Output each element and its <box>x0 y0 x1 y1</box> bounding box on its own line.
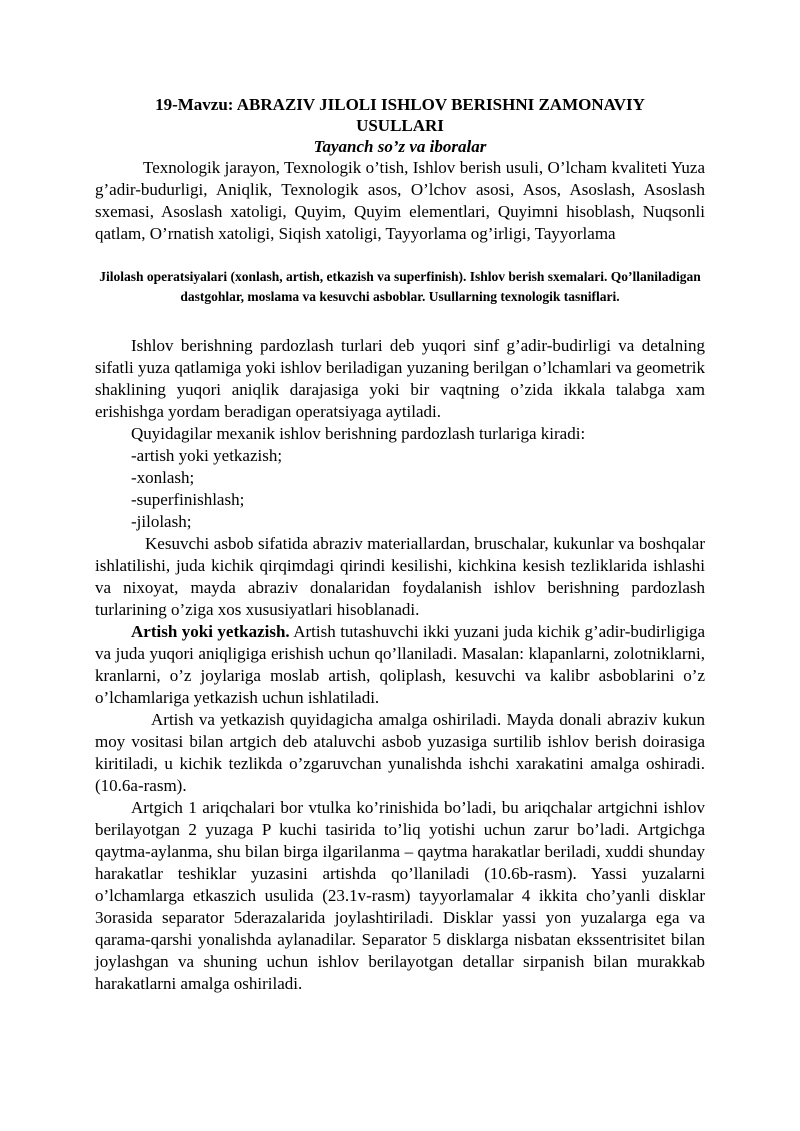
paragraph-list-intro: Quyidagilar mexanik ishlov berishning pardozlash turlariga kiradi: <box>131 424 586 443</box>
paragraph-artish-text: Artish tutashuvchi ikki yuzani juda kichik g’adir-budirligiga va juda yuqori aniqligiga erishish uchun qo’llaniladi. Masalan: klapanlarni, zolotniklarni, kranlarni, o’z joylariga moslab artish, qoliplash, kesuvchi va kalibr asboblarini o’z o’lchamlariga yetkazish uchun ishlatiladi. <box>95 622 705 707</box>
paragraph-artish-process: Artish va yetkazish quyidagicha amalga oshiriladi. Mayda donali abraziv kukun moy vositasi bilan artgich deb ataluvchi asbob yuzasiga surtilib ishlov berish doirasiga kiritiladi, u kichik tezlikda o’zgaruvchan yunalishda ishchi xarakatini amalga oshiradi. (10.6a-rasm). <box>95 710 705 795</box>
document-title-line-1: 19-Mavzu: ABRAZIV JILOLI ISHLOV BERISHNI ZAMONAVIY <box>155 95 645 114</box>
paragraph-artgich: Artgich 1 ariqchalari bor vtulka ko’rinishida bo’ladi, bu ariqchalar artgichni ishlov berilayotgan 2 yuzaga P kuchi tasirida to’liq yotishi uchun zarur bo’ladi. Artgichga qaytma-aylanma, shu bilan birga ilgarilanma – qaytma harakatlar beriladi, xuddi shunday harakatlar teshiklar yuzasini artishda qo’llaniladi (10.6b-rasm). Yassi yuzalarni o’lchamlarga etkaszich usulida (23.1v-rasm) tayyorlamalar 4 ikkita cho’yanli disklar 3orasida separator 5derazalarida joylashtiriladi. Disklar yassi yon yuzalarga ega va qarama-qarshi yonalishda aylanadilar. Separator 5 disklarga nisbatan ekssentrisitet bilan joylashgan va shuning uchun ishlov berilayotgan detallar sirpanish bilan murakkab harakatlarni amalga oshiriladi. <box>95 798 705 993</box>
paragraph-artish <box>95 621 705 709</box>
document-page <box>95 94 705 995</box>
list-item-xonlash: -xonlash; <box>131 468 195 487</box>
list-item-superfinishlash: -superfinishlash; <box>131 490 245 509</box>
body-text <box>95 335 705 995</box>
section-heading-artish: Artish yoki yetkazish. <box>131 622 290 641</box>
paragraph-cutting-tools: Kesuvchi asbob sifatida abraziv materiallardan, bruschalar, kukunlar va boshqalar ishlatilishi, juda kichik qirqimdagi qirindi kesilishi, kichkina kesish tezliklarida ishlashi va nixoyat, mayda abraziv donalaridan foydalanish ishlov berishning pardozlash turlarining o’ziga xos xususiyatlari hisoblanadi. <box>95 534 705 619</box>
paragraph-intro: Ishlov berishning pardozlash turlari deb yuqori sinf g’adir-budirligi va detalning sifatli yuza qatlamiga yoki ishlov beriladigan yuzaning berilgan o’lchamlari va geometrik shaklining yuqori aniqlik darajasiga yoki bir vaqtning o’zida ikkala talabga xam erishishga yordam beradigan operatsiyaga aytiladi. <box>95 336 705 421</box>
keywords-heading: Tayanch so’z va iboralar <box>313 137 487 156</box>
document-title-line-2: USULLARI <box>356 116 444 135</box>
topic-summary: Jilolash operatsiyalari (xonlash, artish, etkazish va superfinish). Ishlov berish sxemalari. Qo’llaniladigan dastgohlar, moslama va kesuvchi asboblar. Usullarning texnologik tasniflari. <box>99 269 701 304</box>
list-item-artish: -artish yoki yetkazish; <box>131 446 283 465</box>
keywords-list: Texnologik jarayon, Texnologik o’tish, Ishlov berish usuli, O’lcham kvaliteti Yuza g’adir-budurligi, Aniqlik, Texnologik asos, O’lchov asosi, Asos, Asoslash, Asoslash sxemasi, Asoslash xatoligi, Quyim, Quyim elementlari, Quyimni hisoblash, Nuqsonli qatlam, O’rnatish xatoligi, Siqish xatoligi, Tayyorlama og’irligi, Tayyorlama <box>95 158 705 243</box>
list-item-jilolash: -jilolash; <box>131 512 192 531</box>
